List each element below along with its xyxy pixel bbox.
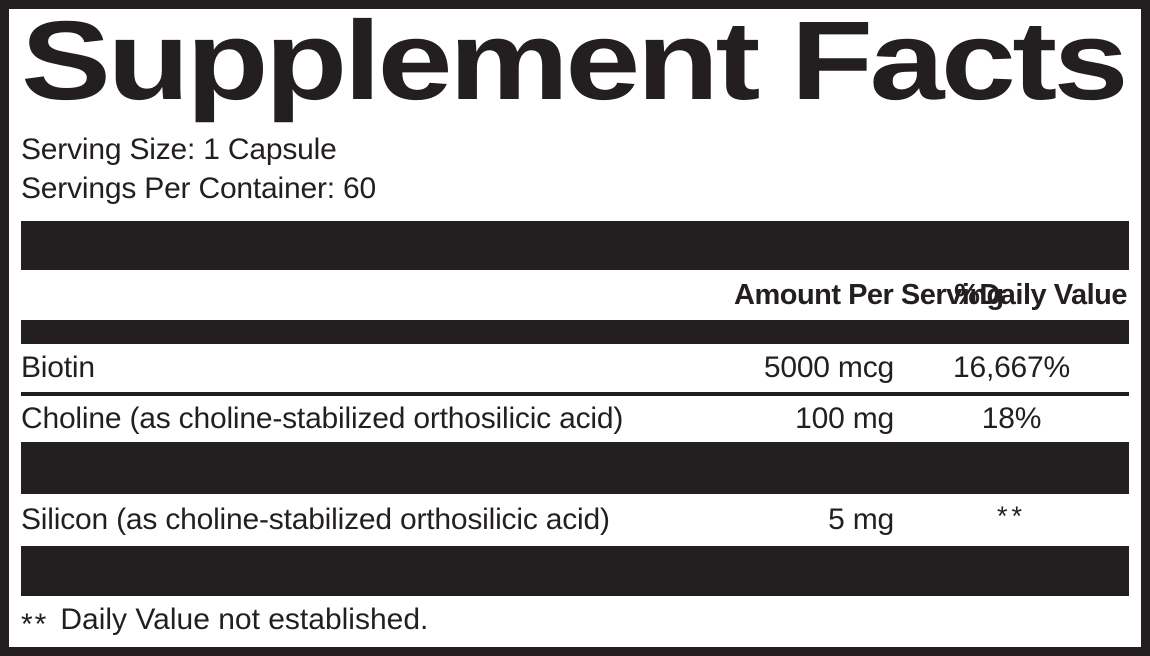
ingredient-amount: 5 mg xyxy=(828,503,894,536)
ingredient-name: Silicon (as choline-stabilized orthosilicic acid) xyxy=(21,503,610,536)
title-block xyxy=(21,0,1129,124)
ingredient-daily-value: 18% xyxy=(981,402,1042,435)
serving-size-line: Serving Size: 1 Capsule xyxy=(21,133,337,166)
daily-value-header: %Daily Value xyxy=(954,278,1127,311)
separator-bar-bottom xyxy=(21,546,1129,596)
ingredient-name: Choline (as choline-stabilized orthosilicic acid) xyxy=(21,402,624,435)
table-row-choline xyxy=(21,396,1129,442)
ingredient-amount: 5000 mcg xyxy=(763,351,894,384)
serving-info xyxy=(21,130,1129,208)
ingredient-name: Biotin xyxy=(21,351,95,384)
ingredient-amount: 100 mg xyxy=(795,402,894,435)
footnote xyxy=(21,596,1129,643)
amount-per-serving-header: Amount Per Serving xyxy=(734,278,1004,311)
servings-per-container-line: Servings Per Container: 60 xyxy=(21,172,376,205)
footnote-text: Daily Value not established. xyxy=(60,602,429,636)
separator-bar-middle xyxy=(21,442,1129,494)
separator-bar-top xyxy=(21,221,1129,270)
title-svg xyxy=(21,0,1129,124)
table-row-biotin xyxy=(21,344,1129,392)
table-row-silicon xyxy=(21,494,1129,546)
ingredient-daily-value: 16,667% xyxy=(952,351,1071,384)
column-header-row xyxy=(21,270,1129,320)
ingredient-daily-value-not-established: ** xyxy=(996,500,1026,531)
footnote-asterisk-marker: ** xyxy=(21,607,49,641)
separator-bar-header xyxy=(21,320,1129,344)
page-title: Supplement Facts xyxy=(21,0,1125,123)
